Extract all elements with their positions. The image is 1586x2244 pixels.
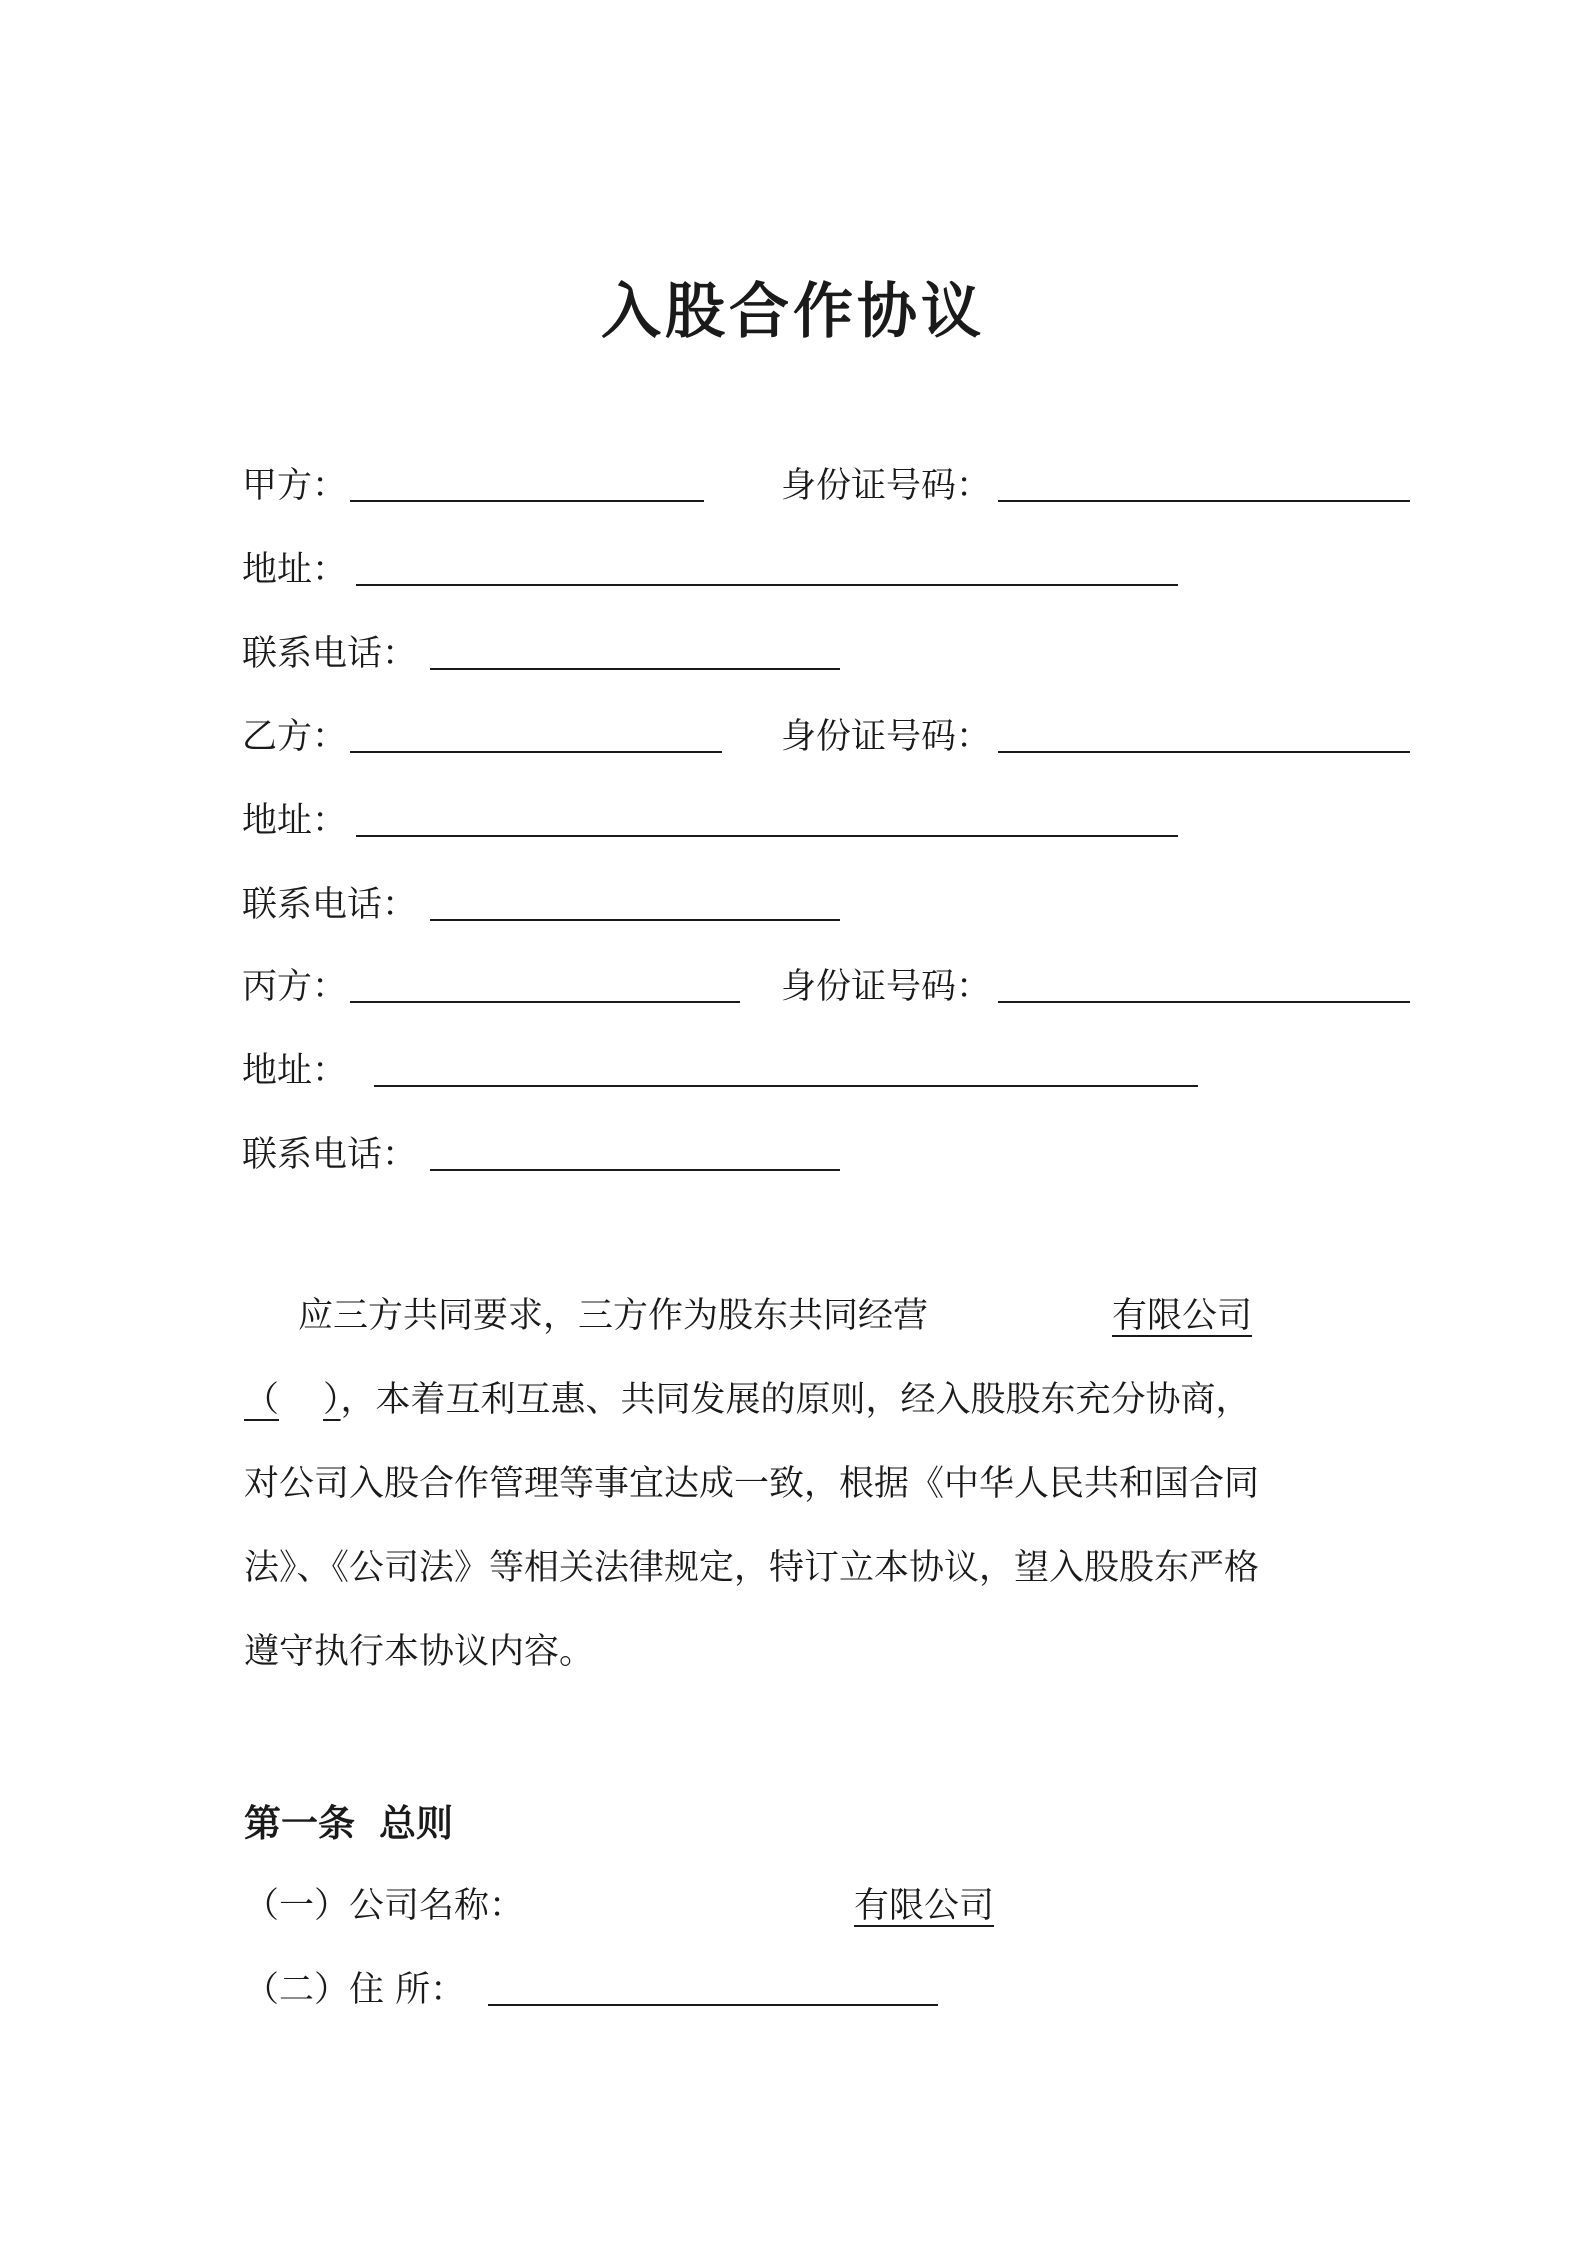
party-b-name-field[interactable] xyxy=(350,751,722,753)
preamble-line-5: 遵守执行本协议内容。 xyxy=(244,1632,595,1672)
party-b-address-field[interactable] xyxy=(356,835,1178,837)
party-a-phone-label: 联系电话： xyxy=(242,634,418,674)
abbrev-close-paren: ） xyxy=(323,1380,341,1420)
article-company-name-suffix: 有限公司 xyxy=(854,1886,995,1926)
preamble-line-2-text: ，本着互利互惠、共同发展的原则，经入股股东充分协商， xyxy=(340,1380,1251,1420)
preamble-line-3: 对公司入股合作管理等事宜达成一致，根据《中华人民共和国合同 xyxy=(244,1464,1260,1504)
company-name-suffix: 有限公司 xyxy=(1112,1296,1253,1336)
article-1-item-1 xyxy=(244,1882,994,1930)
domicile-field[interactable] xyxy=(488,2004,938,2006)
party-c-phone-label: 联系电话： xyxy=(242,1135,418,1175)
article-company-name-blank[interactable] xyxy=(538,1886,994,1926)
party-b-id-label: 身份证号码： xyxy=(781,717,992,757)
party-a-name-label: 甲方： xyxy=(242,466,348,506)
article-1-title: 总则 xyxy=(379,1801,453,1845)
document-title: 入股合作协议 xyxy=(601,277,985,347)
party-b-name-label: 乙方： xyxy=(242,717,348,757)
party-b-phone-field[interactable] xyxy=(430,919,840,921)
abbrev-open-paren: （ xyxy=(244,1380,280,1420)
article-1-heading xyxy=(244,1798,453,1848)
party-c-phone-field[interactable] xyxy=(430,1169,840,1171)
party-c-address-field[interactable] xyxy=(374,1085,1198,1087)
party-a-id-label: 身份证号码： xyxy=(781,466,992,506)
party-a-name-field[interactable] xyxy=(350,500,704,502)
party-b-phone-label: 联系电话： xyxy=(242,885,418,925)
preamble-line-1-text: 应三方共同要求，三方作为股东共同经营 xyxy=(298,1296,929,1336)
company-name-label: （一）公司名称： xyxy=(244,1886,525,1926)
party-c-address-label: 地址： xyxy=(242,1051,348,1091)
company-abbrev-blank[interactable] xyxy=(244,1380,341,1420)
party-b-id-field[interactable] xyxy=(998,751,1410,753)
party-c-name-field[interactable] xyxy=(350,1001,740,1003)
domicile-label: （二）住 所： xyxy=(244,1970,466,2010)
party-a-phone-field[interactable] xyxy=(430,668,840,670)
preamble-line-4: 法》、《公司法》等相关法律规定，特订立本协议，望入股股东严格 xyxy=(244,1548,1260,1588)
company-name-blank[interactable] xyxy=(928,1296,1252,1336)
preamble-line-1 xyxy=(298,1292,1252,1340)
party-a-address-field[interactable] xyxy=(356,584,1178,586)
party-a-id-field[interactable] xyxy=(998,500,1410,502)
party-a-address-label: 地址： xyxy=(242,550,348,590)
party-c-name-label: 丙方： xyxy=(242,967,348,1007)
article-1-number: 第一条 xyxy=(244,1801,355,1845)
preamble-line-2 xyxy=(244,1376,1251,1424)
party-c-id-field[interactable] xyxy=(998,1001,1410,1003)
party-b-address-label: 地址： xyxy=(242,801,348,841)
party-c-id-label: 身份证号码： xyxy=(781,967,992,1007)
